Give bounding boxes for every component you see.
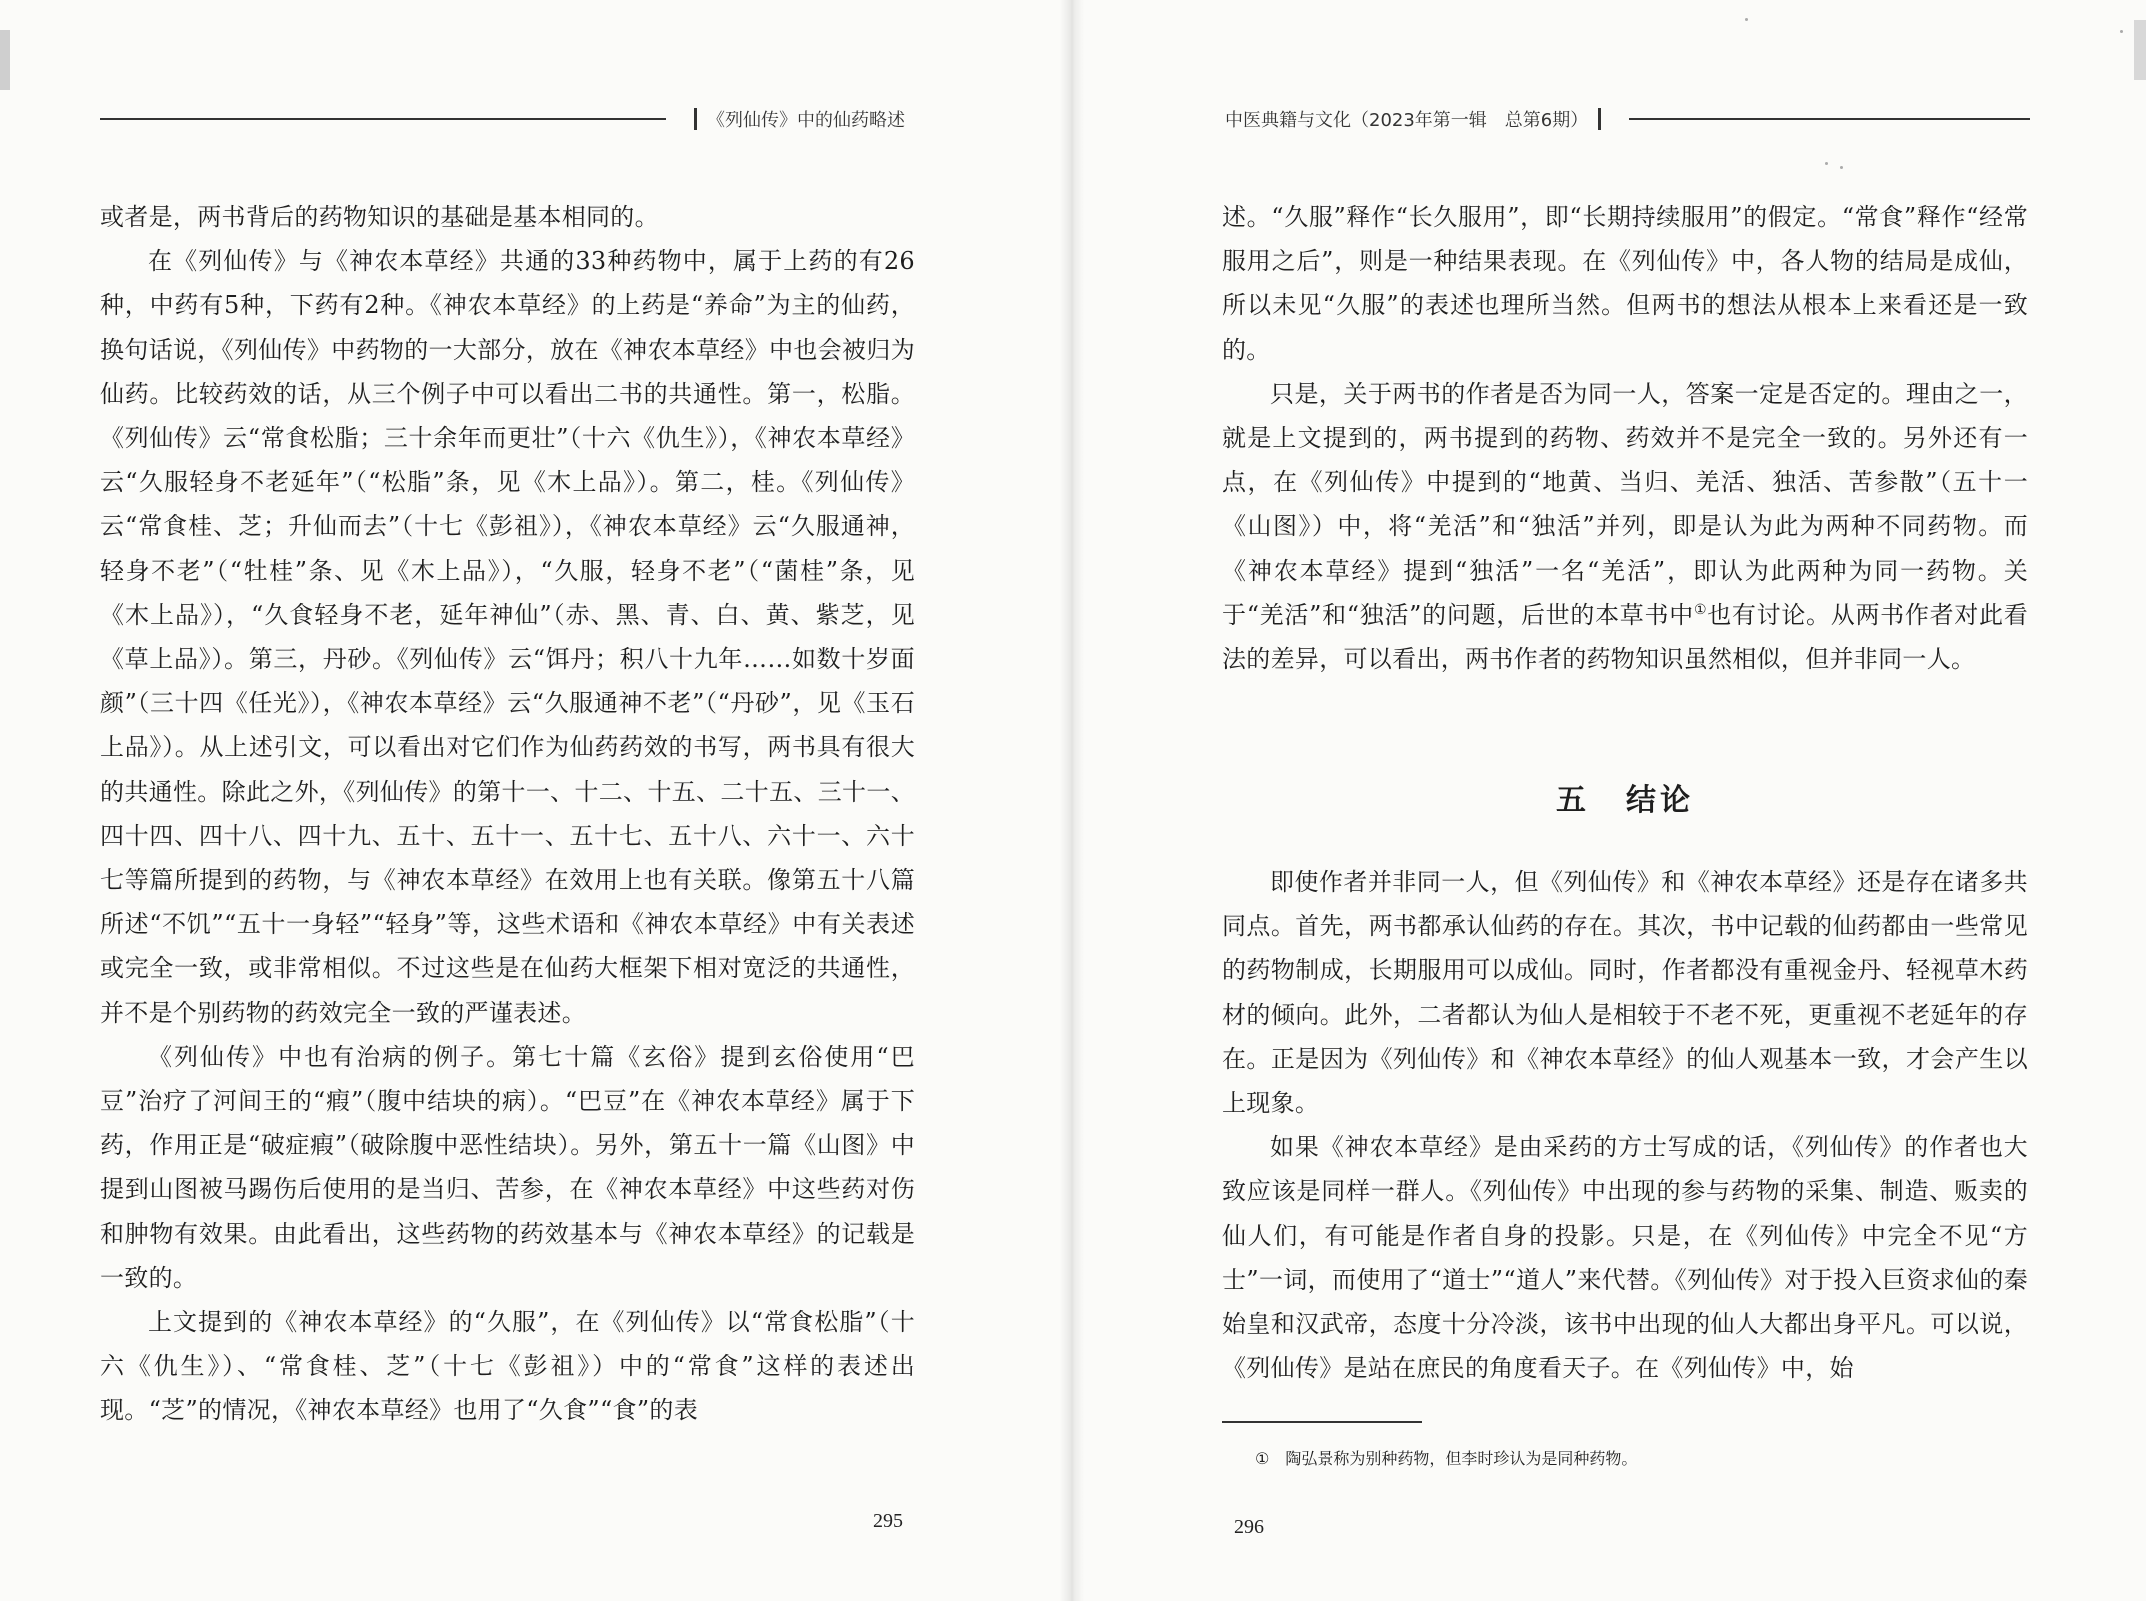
footnote-mark: ①: [1255, 1449, 1270, 1468]
left-body-text: [100, 195, 915, 1433]
scan-edge-mark: [2134, 20, 2146, 80]
scan-speck: [1840, 166, 1843, 169]
running-head-rule: [1629, 118, 2030, 120]
running-head-journal: 中医典籍与文化（2023年第一辑 总第6期）: [1225, 110, 1589, 131]
scan-edge-mark: [0, 30, 10, 90]
footnote-reference[interactable]: ①: [1693, 601, 1708, 618]
paragraph: 即使作者并非同一人，但《列仙传》和《神农本草经》还是存在诸多共同点。首先，两书都承认仙药的存在。其次，书中记载的仙药都由一些常见的药物制成，长期服用可以成仙。同时，作者都没有重视金丹、轻视草木药材的倾向。此外，二者都认为仙人是相较于不老不死，更重视不老延年的存在。正是因为《列仙传》和《神农本草经》的仙人观基本一致，才会产生以上现象。: [1222, 868, 2028, 1118]
scan-speck: [1745, 18, 1748, 21]
paragraph: 上文提到的《神农本草经》的“久服”，在《列仙传》以“常食松脂”（十六《仇生》）、“常食桂、芝”（十七《彭祖》）中的“常食”这样的表述出现。“芝”的情况，《神农本草经》也用了“久食”“食”的表: [100, 1308, 915, 1425]
page-number-right: 296: [1234, 1516, 1264, 1538]
running-head-right: [1225, 106, 2030, 132]
paragraph: 如果《神农本草经》是由采药的方士写成的话，《列仙传》的作者也大致应该是同样一群人。《列仙传》中出现的参与药物的采集、制造、贩卖的仙人们，有可能是作者自身的投影。只是，在《列仙传》中完全不见“方士”一词，而使用了“道士”“道人”来代替。《列仙传》对于投入巨资求仙的秦始皇和汉武帝，态度十分冷淡，该书中出现的仙人大都出身平凡。可以说，《列仙传》是站在庶民的角度看天子。在《列仙传》中，始: [1222, 1133, 2028, 1383]
conclusion-body-text: [1222, 860, 2028, 1390]
footnote: [1255, 1446, 2015, 1469]
running-head-rule: [100, 118, 666, 120]
paragraph-text: 也有讨论。从两书作者对此看法的差异，可以看出，两书作者的药物知识虽然相似，但并非同一人。: [1222, 600, 2028, 674]
paragraph: 在《列仙传》与《神农本草经》共通的33种药物中，属于上药的有26种，中药有5种，下药有2种。《神农本草经》的上药是“养命”为主的仙药，换句话说，《列仙传》中药物的一大部分，放在《神农本草经》中也会被归为仙药。比较药效的话，从三个例子中可以看出二书的共通性。第一，松脂。《列仙传》云“常食松脂；三十余年而更壮”（十六《仇生》），《神农本草经》云“久服轻身不老延年”（“松脂”条，见《木上品》）。第二，桂。《列仙传》云“常食桂、芝；升仙而去”（十七《彭祖》），《神农本草经》云“久服通神，轻身不老”（“牡桂”条、见《木上品》），“久服，轻身不老”（“菌桂”条，见《木上品》），“久食轻身不老，延年神仙”（赤、黑、青、白、黄、紫芝，见《草上品》）。第三，丹砂。《列仙传》云“饵丹；积八十九年……如数十岁面颜”（三十四《任光》），《神农本草经》云“久服通神不老”（“丹砂”，见《玉石上品》）。从上述引文，可以看出对它们作为仙药药效的书写，两书具有很大的共通性。除此之外，《列仙传》的第十一、十二、十五、二十五、三十一、四十四、四十八、四十九、五十、五十一、五十七、五十八、六十一、六十七等篇所提到的药物，与《神农本草经》在效用上也有关联。像第五十八篇所述“不饥”“五十一身轻”“轻身”等，这些术语和《神农本草经》中有关表述或完全一致，或非常相似。不过这些是在仙药大框架下相对宽泛的共通性，并不是个别药物的药效完全一致的严谨表述。: [100, 247, 915, 1027]
paragraph: 《列仙传》中也有治病的例子。第七十篇《玄俗》提到玄俗使用“巴豆”治疗了河间王的“瘕”（腹中结块的病）。“巴豆”在《神农本草经》属于下药，作用正是“破症瘕”（破除腹中恶性结块）。另外，第五十一篇《山图》中提到山图被马踢伤后使用的是当归、苦参，在《神农本草经》中这些药对伤和肿物有效果。由此看出，这些药物的药效基本与《神农本草经》的记载是一致的。: [100, 1042, 915, 1292]
paragraph: [1222, 372, 2028, 681]
running-head-left: [100, 106, 905, 132]
running-head-bar: [694, 108, 697, 130]
footnote-text: 陶弘景称为别种药物，但李时珍认为是同种药物。: [1285, 1449, 1638, 1468]
book-gutter: [1060, 0, 1084, 1601]
paragraph-text: 只是，关于两书的作者是否为同一人，答案一定是否定的。理由之一，就是上文提到的，两书提到的药物、药效并不是完全一致的。另外还有一点，在《列仙传》中提到的“地黄、当归、羌活、独活、苦参散”（五十一《山图》）中，将“羌活”和“独活”并列，即是认为此为两种不同药物。而《神农本草经》提到“独活”一名“羌活”，即认为此两种为同一药物。关于“羌活”和“独活”的问题，后世的本草书中: [1222, 379, 2028, 629]
footnote-rule: [1222, 1421, 1422, 1423]
running-head-title: 《列仙传》中的仙药略述: [707, 110, 905, 131]
section-heading: [1222, 775, 2028, 819]
section-number: 五: [1556, 783, 1590, 818]
section-title: 结论: [1626, 783, 1694, 818]
page-number-left: 295: [873, 1510, 903, 1532]
paragraph: 述。“久服”释作“长久服用”，即“长期持续服用”的假定。“常食”释作“经常服用之后”，则是一种结果表现。在《列仙传》中，各人物的结局是成仙，所以未见“久服”的表述也理所当然。但两书的想法从根本上来看还是一致的。: [1222, 203, 2028, 364]
scan-speck: [2120, 30, 2123, 33]
right-body-text: [1222, 195, 2028, 681]
paragraph: 或者是，两书背后的药物知识的基础是基本相同的。: [100, 203, 659, 231]
scan-speck: [1825, 162, 1828, 165]
running-head-bar: [1598, 108, 1601, 130]
